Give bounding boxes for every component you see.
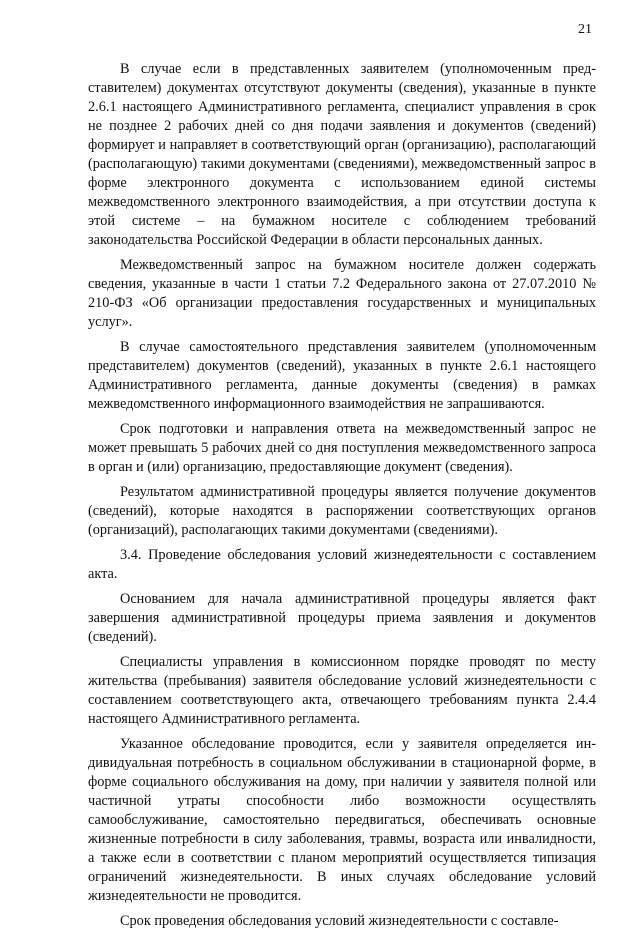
paragraph-2: Межведомственный запрос на бумажном носителе должен содержать сведения, указанные в части 1 статьи 7.2 Федерального закона от 27.07.2010 № 210-ФЗ «Об организации предоставления государственных и муниципальных услуг». [88, 257, 596, 330]
paragraph-10: Срок проведения обследования условий жизнедеятельности с составле- [120, 913, 559, 929]
section-heading-3-4: 3.4. Проведение обследования условий жизнедеятельности с составлением акта. [88, 547, 596, 582]
paragraph-4: Срок подготовки и направления ответа на межведомственный запрос не может превышать 5 рабочих дней со дня поступления межведомственного запроса в орган и (или) организацию, предоставляющие документ (сведения). [88, 421, 596, 475]
paragraph-8: Специалисты управления в комиссионном порядке проводят по месту жительства (пребывания) заявителя обследование условий жизнедеятельности с составлением соответствующего акта, отвечающего требованиям пункта 2.4.4 настоящего Административного регламента. [88, 654, 596, 727]
paragraph-3: В случае самостоятельного представления заявителем (уполномоченным представителем) документов (сведений), указанных в пункте 2.6.1 настоящего Административного регламента, данные документы (сведения) в рамках межведомственного информационного взаимодействия не запрашиваются. [88, 339, 596, 412]
page-number: 21 [578, 22, 592, 37]
paragraph-5: Результатом административной процедуры является получение документов (сведений), которые находятся в распоряжении соответствующих органов (организаций), располагающих такими документами (сведениями). [88, 484, 596, 538]
paragraph-9: Указанное обследование проводится, если у заявителя определяется индивидуальная потребность в социальном обслуживании в стационарной форме, в форме социального обслуживания на дому, при наличии у заявителя полной или частичной утраты способности либо возможности осуществлять самообслуживание, самостоятельно передвигаться, обеспечивать основные жизненные потребности в силу заболевания, травмы, возраста или инвалидности, а также если в соответствии с планом мероприятий осуществляется типизация ограничений жизнедеятельности. В иных случаях обследование условий жизнедеятельности не проводится. [88, 736, 596, 904]
paragraph-7: Основанием для начала административной процедуры является факт завершения административной процедуры приема заявления и документов (сведений). [88, 591, 596, 645]
paragraph-1: В случае если в представленных заявителем (уполномоченным представителем) документах отсутствуют документы (сведения), указанные в пункте 2.6.1 настоящего Административного регламента, специалист управления в срок не позднее 2 рабочих дней со дня подачи заявления и документов (сведений) формирует и направляет в соответствующий орган (организацию), располагающий (располагающую) такими документами (сведениями), межведомственный запрос в форме электронного документа с использованием единой системы межведомственного электронного взаимодействия, а при отсутствии доступа к этой системе – на бумажном носителе с соблюдением требований законодательства Российской Федерации в области персональных данных. [88, 61, 596, 248]
document-body [88, 60, 596, 937]
